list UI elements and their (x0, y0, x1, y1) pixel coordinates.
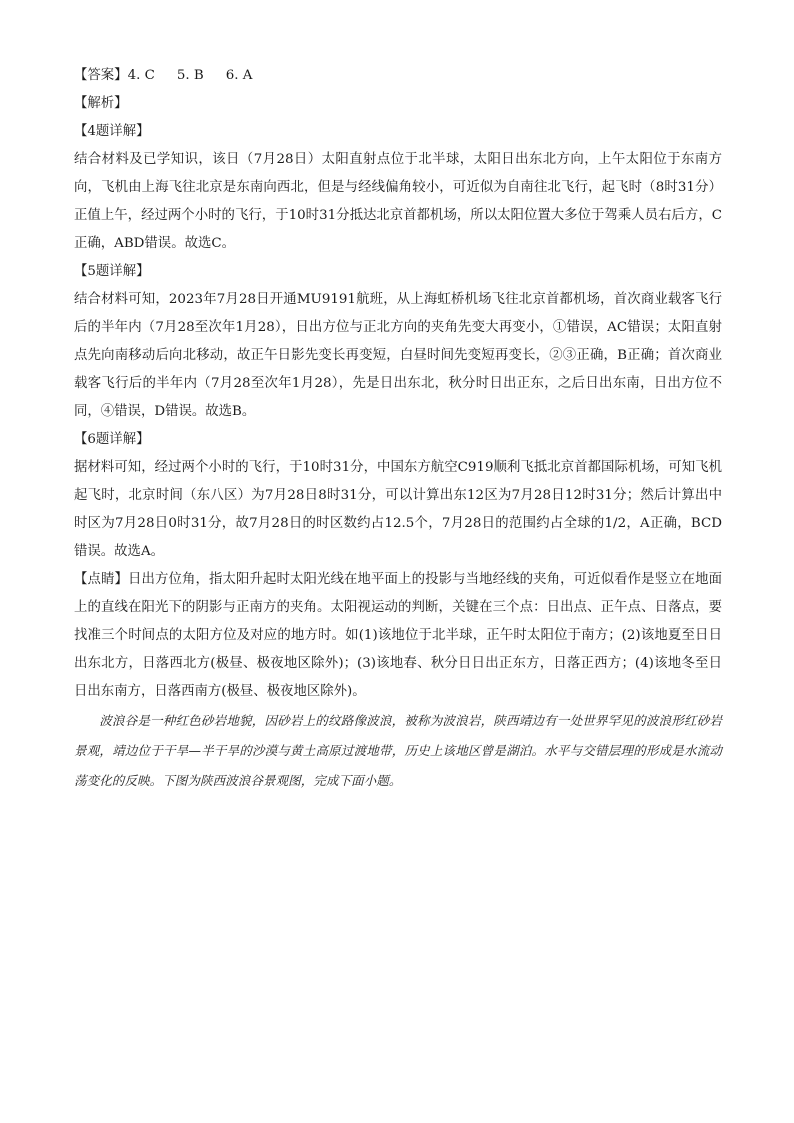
q5-explanation: 结合材料可知，2023年7月28日开通MU9191航班，从上海虹桥机场飞往北京首都机场，首次商业载客飞行后的半年内（7月28至次年1月28），日出方位与正北方向的夹角先变大再变小，①错误，AC错误；太阳直射点先向南移动后向北移动，故正午日影先变长再变短，白昼时间先变短再变长，②③正确，B正确；首次商业载客飞行后的半年内（7月28至次年1月28），先是日出东北，秋分时日出正东，之后日出东南，日出方位不同，④错误，D错误。故选B。 (74, 292, 722, 419)
q6-explanation: 据材料可知，经过两个小时的飞行，于10时31分，中国东方航空C919顺利飞抵北京首都国际机场，可知飞机起飞时，北京时间（东八区）为7月28日8时31分，可以计算出东12区为7月28日12时31分；然后计算出中时区为7月28日0时31分，故7月28日的时区数约占12.5个，7月28日的范围约占全球的1/2，A正确，BCD错误。故选A。 (74, 460, 722, 559)
answer-line (74, 62, 722, 90)
answer-item-4: 4. C (127, 68, 155, 83)
answer-label: 【答案】 (74, 68, 128, 83)
tip-paragraph (74, 566, 722, 706)
analysis-heading: 【解析】 (74, 96, 128, 111)
q4-explanation: 结合材料及已学知识，该日（7月28日）太阳直射点位于北半球，太阳日出东北方向，上午太阳位于东南方向，飞机由上海飞往北京是东南向西北，但是与经线偏角较小，可近似为自南往北飞行，起飞时（8时31分）正值上午，经过两个小时的飞行，于10时31分抵达北京首都机场，所以太阳位置大多位于驾乘人员右后方，C正确，ABD错误。故选C。 (74, 152, 722, 251)
answer-item-5: 5. B (176, 68, 204, 83)
answer-analysis-content (74, 62, 722, 796)
q6-heading: 【6题详解】 (74, 432, 150, 447)
q5-heading: 【5题详解】 (74, 264, 150, 279)
q4-heading: 【4题详解】 (74, 124, 150, 139)
answer-item-6: 6. A (225, 68, 253, 83)
material-paragraph: 波浪谷是一种红色砂岩地貌，因砂岩上的纹路像波浪，被称为波浪岩，陕西靖边有一处世界罕见的波浪形红砂岩景观，靖边位于干旱—半干旱的沙漠与黄土高原过渡地带，历史上该地区曾是湖泊。水平与交错层理的形成是水流动荡变化的反映。下图为陕西波浪谷景观图，完成下面小题。 (74, 713, 722, 788)
tip-text: 日出方位角，指太阳升起时太阳光线在地平面上的投影与当地经线的夹角，可近似看作是竖立在地面上的直线在阳光下的阴影与正南方的夹角。太阳视运动的判断，关键在三个点：日出点、正午点、日落点，要找准三个时间点的太阳方位及对应的地方时。如(1)该地位于北半球，正午时太阳位于南方；(2)该地夏至日日出东北方，日落西北方(极昼、极夜地区除外)；(3)该地春、秋分日日出正东方，日落正西方；(4)该地冬至日日出东南方，日落西南方(极昼、极夜地区除外)。 (74, 572, 723, 699)
tip-heading: 【点睛】 (74, 572, 129, 587)
